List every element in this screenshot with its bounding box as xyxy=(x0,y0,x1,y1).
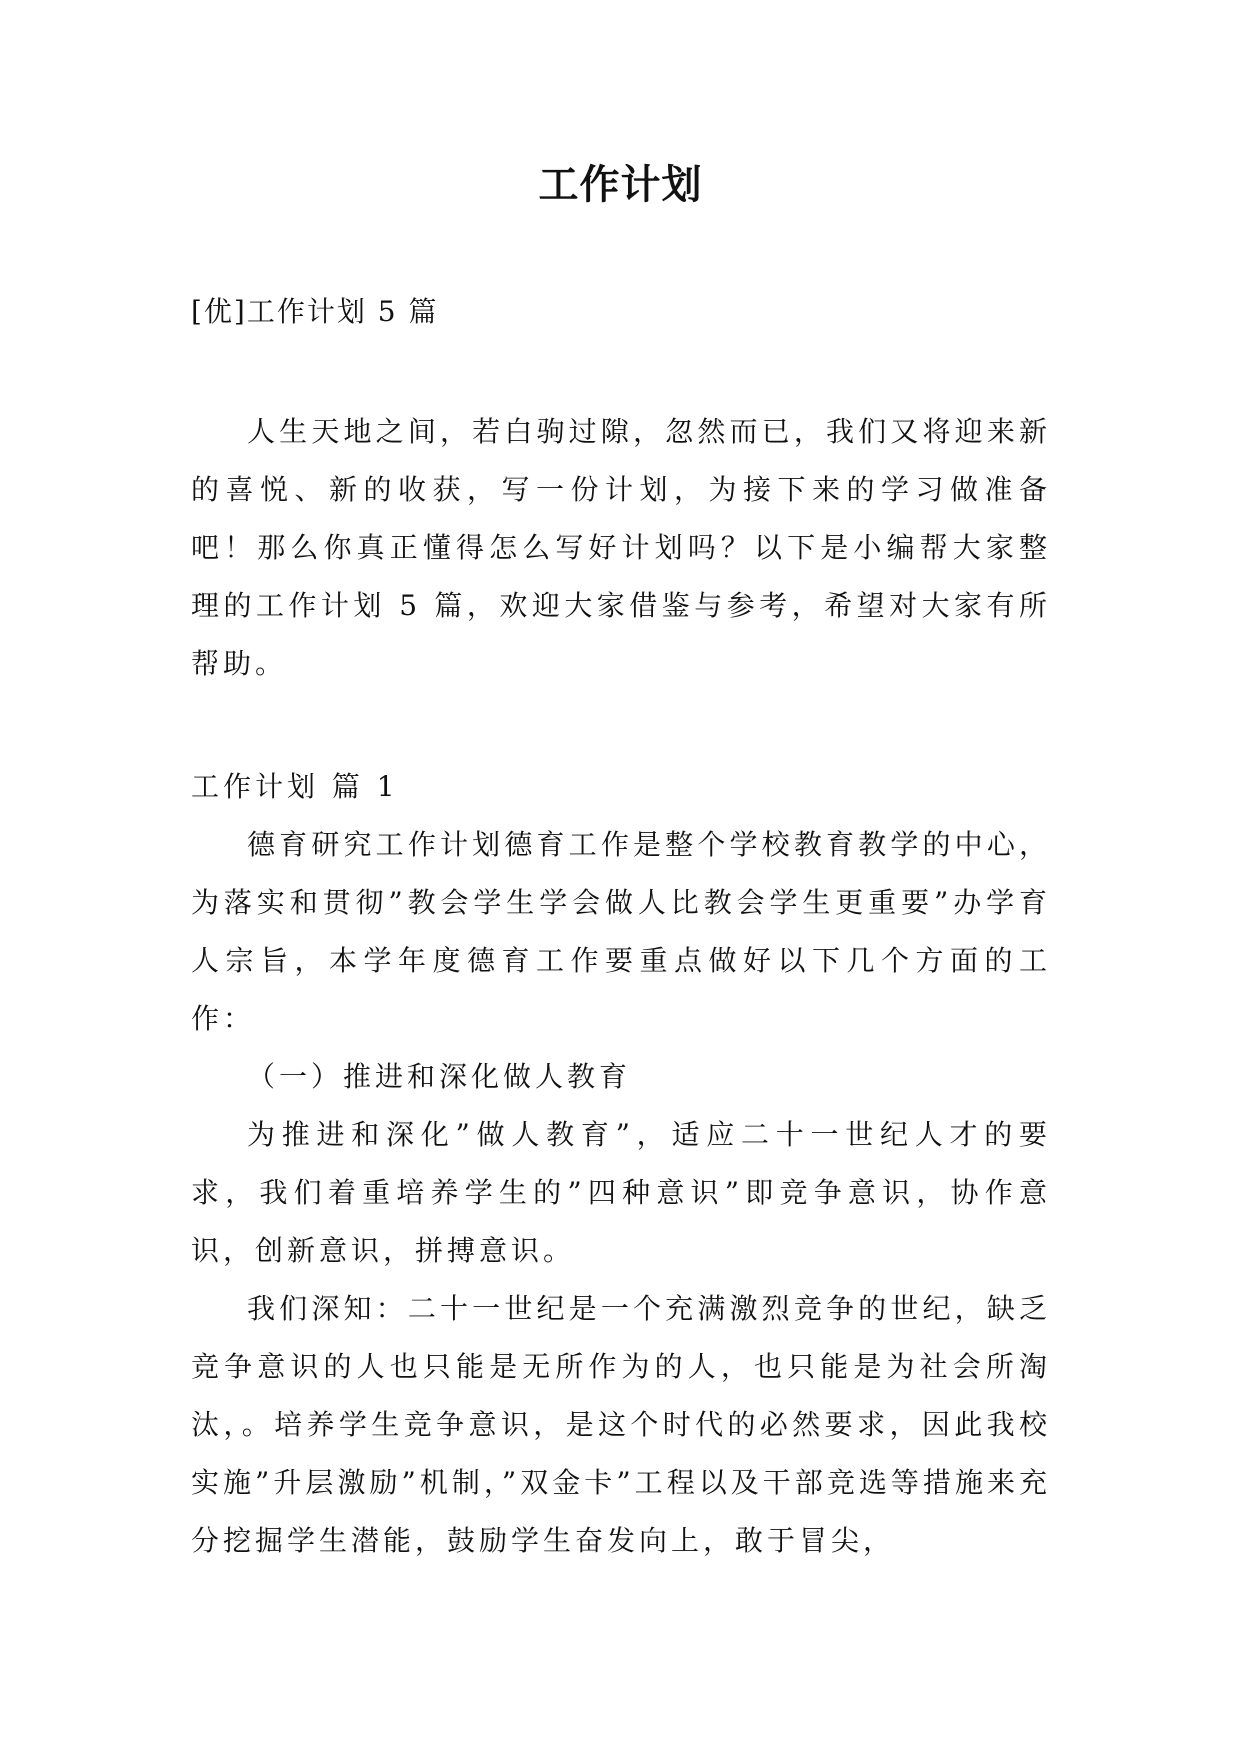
page-title: 工作计划 xyxy=(538,162,703,208)
intro-paragraph: 人生天地之间，若白驹过隙，忽然而已，我们又将迎来新的喜悦、新的收获，写一份计划，为接下来的学习做准备吧！那么你真正懂得怎么写好计划吗？以下是小编帮大家整理的工作计划 5 篇，欢迎大家借鉴与参考，希望对大家有所帮助。 xyxy=(191,415,1051,680)
section-1 xyxy=(191,758,1051,1570)
document-subtitle: [优]工作计划 5 篇 xyxy=(191,295,439,328)
section-paragraph: 德育研究工作计划德育工作是整个学校教育教学的中心，为落实和贯彻”教会学生学会做人比教会学生更重要”办学育人宗旨，本学年度德育工作要重点做好以下几个方面的工作： xyxy=(191,828,1051,1035)
section-subheading: （一）推进和深化做人教育 xyxy=(247,1060,632,1093)
section-paragraph: 我们深知：二十一世纪是一个充满激烈竞争的世纪，缺乏竞争意识的人也只能是无所作为的人，也只能是为社会所淘汰，。培养学生竞争意识，是这个时代的必然要求，因此我校实施”升层激励”机制，”双金卡”工程以及干部竞选等措施来充分挖掘学生潜能，鼓励学生奋发向上，敢于冒尖， xyxy=(191,1292,1051,1557)
section-paragraph: 为推进和深化”做人教育”，适应二十一世纪人才的要求，我们着重培养学生的”四种意识”即竞争意识，协作意识，创新意识，拼搏意识。 xyxy=(191,1118,1051,1267)
section-heading: 工作计划 篇 1 xyxy=(191,770,399,803)
